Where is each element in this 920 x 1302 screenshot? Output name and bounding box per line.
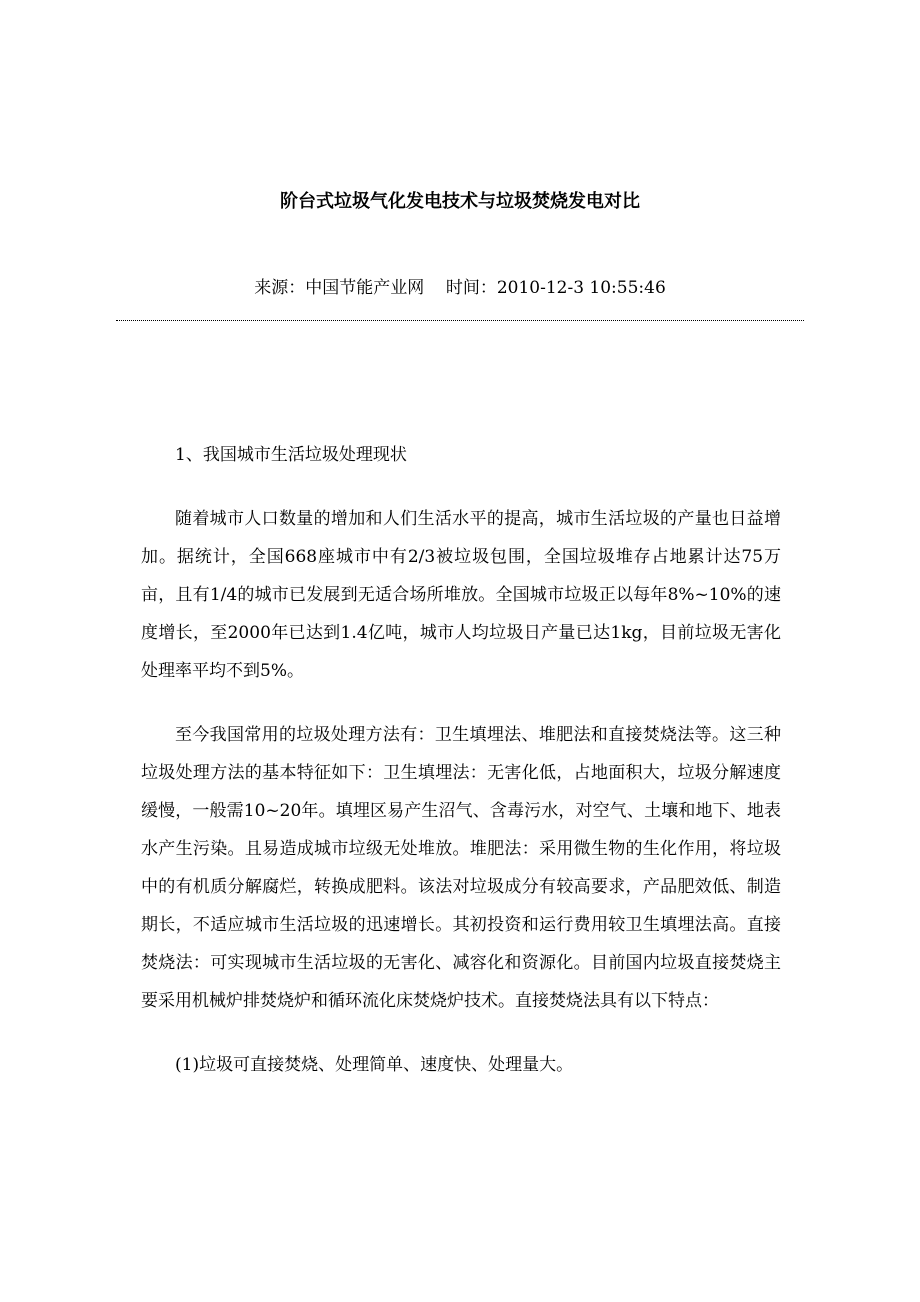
section-heading: 1、我国城市生活垃圾处理现状 [175,445,407,465]
document-body [141,436,781,1084]
document-title: 阶台式垃圾气化发电技术与垃圾焚烧发电对比 [280,191,640,212]
paragraph-status: 随着城市人口数量的增加和人们生活水平的提高，城市生活垃圾的产量也日益增加。据统计，全国668座城市中有2/3被垃圾包围，全国垃圾堆存占地累计达75万亩，且有1/4的城市已发展到无适合场所堆放。全国城市垃圾正以每年8%~10%的速度增长，至2000年已达到1.4亿吨，城市人均垃圾日产量已达1kg，目前垃圾无害化处理率平均不到5%。 [141,509,782,681]
dotted-divider [116,320,804,321]
source-and-time: 来源：中国节能产业网 时间：2010-12-3 10:55:46 [254,278,666,298]
paragraph-methods: 至今我国常用的垃圾处理方法有：卫生填埋法、堆肥法和直接焚烧法等。这三种垃圾处理方法的基本特征如下：卫生填埋法：无害化低，占地面积大，垃圾分解速度缓慢，一般需10~20年。填埋区易产生沼气、含毒污水，对空气、土壤和地下、地表水产生污染。且易造成城市垃级无处堆放。堆肥法：采用微生物的生化作用，将垃圾中的有机质分解腐烂，转换成肥料。该法对垃圾成分有较高要求，产品肥效低、制造期长，不适应城市生活垃圾的迅速增长。其初投资和运行费用较卫生填埋法高。直接焚烧法：可实现城市生活垃圾的无害化、减容化和资源化。目前国内垃圾直接焚烧主要采用机械炉排焚烧炉和循环流化床焚烧炉技术。直接焚烧法具有以下特点： [141,725,781,1011]
list-item: (1)垃圾可直接焚烧、处理简单、速度快、处理量大。 [175,1055,574,1075]
